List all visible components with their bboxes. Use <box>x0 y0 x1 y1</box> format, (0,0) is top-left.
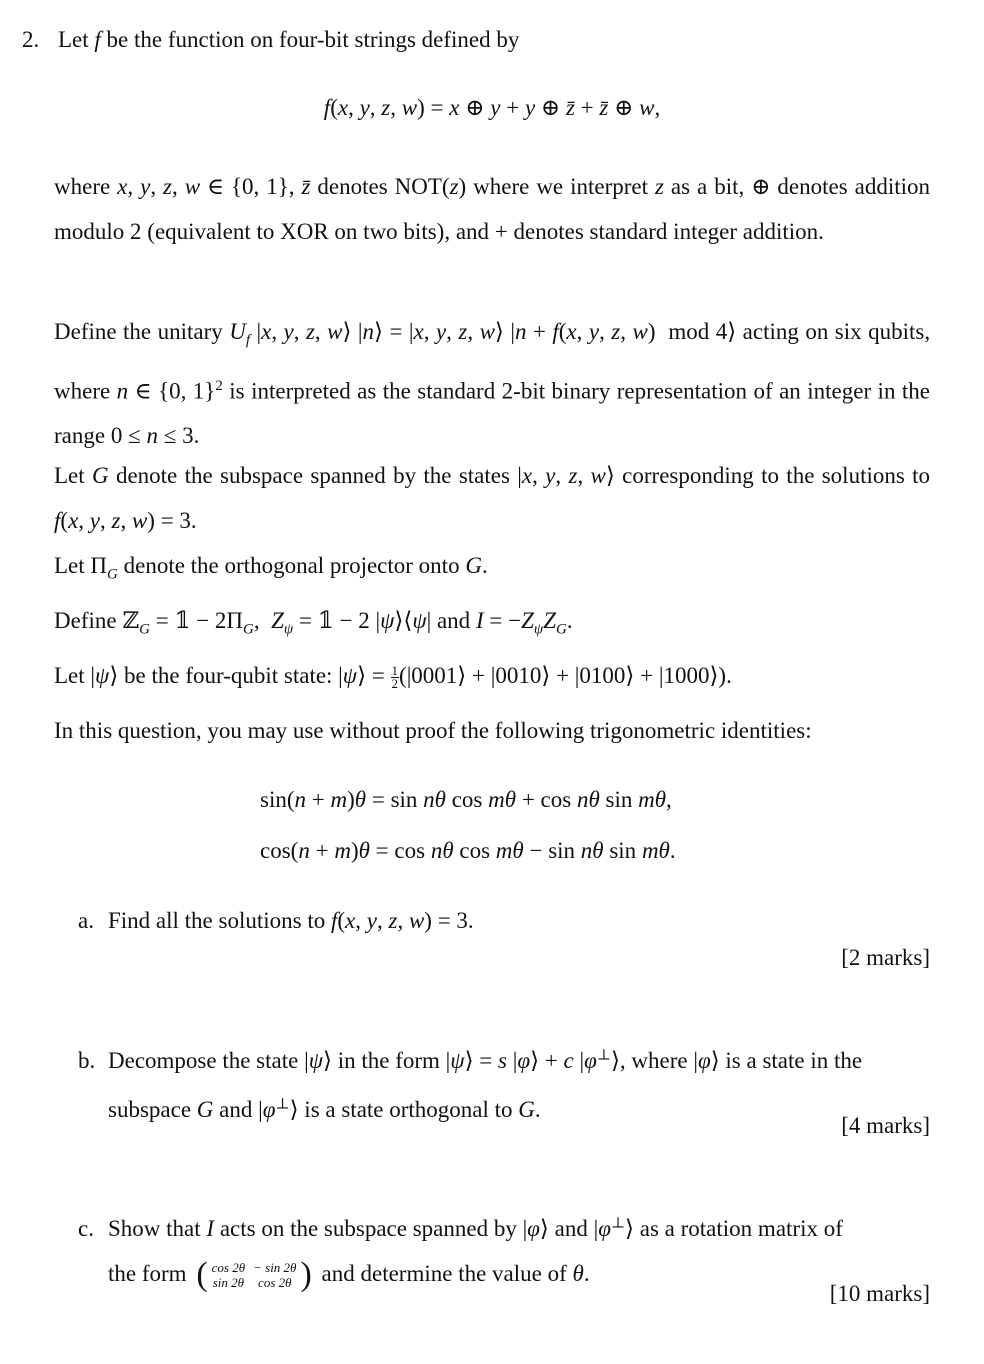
part-c-label: c. <box>78 1215 94 1241</box>
part-a-marks: [2 marks] <box>841 945 930 970</box>
question-intro: Let f be the function on four-bit strings defined by <box>58 27 520 52</box>
rotation-matrix: ( cos 2θ − sin 2θ sin 2θ cos 2θ ) <box>196 1256 312 1294</box>
paragraph-where: where x, y, z, w ∈ {0, 1}, z̄ denotes NOT(z) where we interpret z as a bit, ⊕ denotes addition modulo 2 (equivalent to XOR on two bits), and + denotes standard integer addition. <box>54 174 931 244</box>
paragraph-define-operators: Define ℤ$_G$ = 𝟙 − $2\Pi_G$, $Z_\psi$ = 𝟙 − 2 |ψ⟩⟨ψ| and $I = -Z_\psi Z_G$. <box>54 608 573 638</box>
function-definition: f(x, y, z, w) = x ⊕ y + y ⊕ z̄ + z̄ ⊕ w, <box>323 95 661 120</box>
part-c <box>78 1201 930 1296</box>
question-number: 2. <box>22 27 40 52</box>
part-a <box>78 908 474 934</box>
paragraph-psi-state: Let |ψ⟩ be the four-qubit state: |ψ⟩ = $\frac{1}{2}$ (|0001⟩ + |0010⟩ + |0100⟩ + |1000⟩). <box>54 663 732 692</box>
part-c-text: Show that I acts on the subspace spanned by |φ⟩ and |φ⊥⟩ as a rotation matrix of the form ( cos 2θ − sin 2θ sin 2θ cos 2θ ) and determine the value of θ. <box>108 1215 843 1294</box>
part-a-text: Find all the solutions to f(x, y, z, w) = 3. <box>108 908 474 933</box>
part-b-text: Decompose the state |ψ⟩ in the form |ψ⟩ = s |φ⟩ + c |φ⊥⟩, where |φ⟩ is a state in the subspace G and |φ⊥⟩ is a state orthogonal to G. <box>108 1047 863 1123</box>
paragraph-projector: Let $\Pi_G$ denote the orthogonal projector onto G. <box>54 553 488 583</box>
part-b <box>78 1033 930 1132</box>
paragraph-trig-intro: In this question, you may use without proof the following trigonometric identities: <box>54 718 812 743</box>
paragraph-unitary: Define the unitary $U_f$ |x, y, z, w⟩ |n⟩ = |x, y, z, w⟩ |n + f(x, y, z, w) mod 4⟩ acting on six qubits, where n ∈ {0, 1}$^2$ is interpreted as the standard 2-bit binary representation of an integer in the range 0 ≤ n ≤ 3. <box>54 319 931 449</box>
part-b-marks: [4 marks] <box>841 1113 930 1138</box>
part-a-label: a. <box>78 908 94 933</box>
paragraph-subspace-G: Let G denote the subspace spanned by the states |x, y, z, w⟩ corresponding to the solutions to f(x, y, z, w) = 3. <box>54 463 931 533</box>
identity-sin: sin(n + m)θ = sin nθ cos mθ + cos nθ sin mθ, <box>260 787 672 812</box>
part-b-label: b. <box>78 1047 96 1073</box>
identity-cos: cos(n + m)θ = cos nθ cos mθ − sin nθ sin mθ. <box>260 838 676 863</box>
part-c-marks: [10 marks] <box>829 1281 930 1306</box>
